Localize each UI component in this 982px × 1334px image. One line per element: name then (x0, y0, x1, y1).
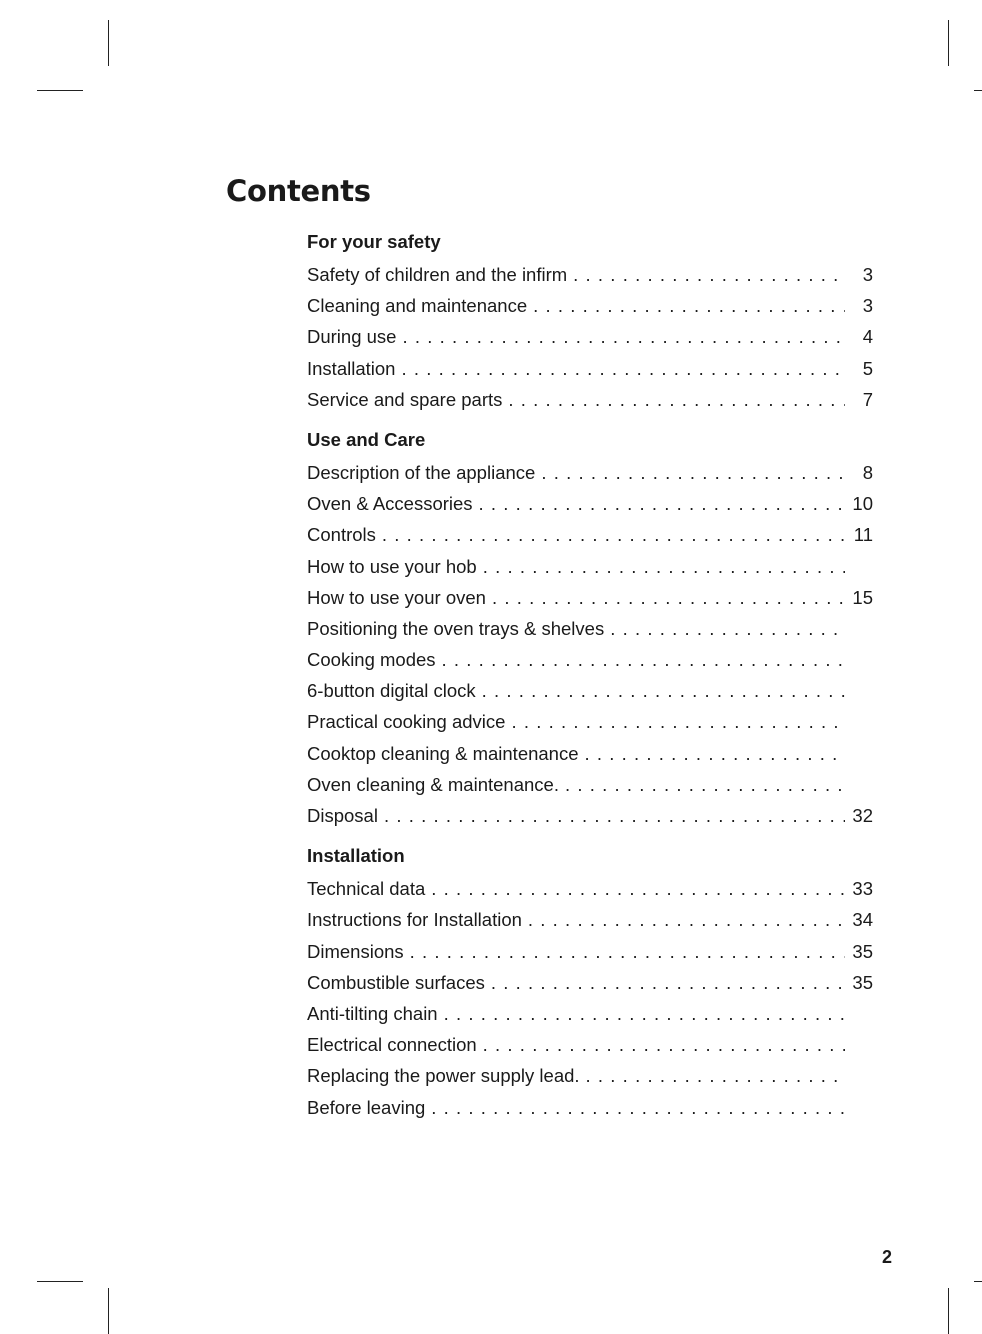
toc-entry-page: 4 (862, 326, 873, 348)
toc-entry-page: 32 (852, 805, 873, 826)
toc-entry[interactable] (307, 967, 873, 998)
dot-leader (384, 800, 845, 831)
toc-entry[interactable] (307, 738, 873, 769)
toc-entry-label: During use (307, 326, 397, 348)
toc-entry-label: Description of the appliance (307, 461, 536, 483)
toc-entry-label: Controls (307, 524, 376, 546)
toc-entry-label: 6-button digital clock (307, 680, 476, 702)
crop-mark-bottom-left-horizontal (37, 1281, 83, 1282)
dot-leader (402, 321, 845, 352)
toc-section (307, 426, 873, 831)
toc-entry-label: Safety of children and the infirm (307, 264, 568, 285)
toc-entry-page: 7 (862, 388, 873, 410)
dot-leader (401, 353, 845, 384)
section-heading: Use and Care (307, 428, 426, 450)
crop-mark-bottom-left-vertical (108, 1288, 109, 1334)
toc-entry-page: 8 (862, 461, 873, 483)
toc-entry-label: Cooking modes (307, 649, 436, 671)
dot-leader (492, 582, 845, 613)
toc-entry[interactable] (307, 551, 873, 582)
dot-leader (565, 769, 845, 800)
toc-entry[interactable] (307, 1060, 873, 1091)
dot-leader (482, 675, 845, 706)
toc-entry-label: Replacing the power supply lead. (307, 1065, 580, 1087)
toc-entry-label: Disposal (307, 805, 378, 826)
toc-entry[interactable] (307, 613, 873, 644)
toc-entry[interactable] (307, 1029, 873, 1060)
toc-entry-label: Cooktop cleaning & maintenance (307, 742, 579, 764)
section-heading: For your safety (307, 231, 441, 252)
toc-entry-page: 3 (862, 264, 873, 285)
dot-leader (586, 1060, 845, 1091)
toc-entry-label: Positioning the oven trays & shelves (307, 617, 605, 639)
toc-entry[interactable] (307, 384, 873, 415)
toc-entry-label: Dimensions (307, 940, 404, 962)
page-number: 2 (882, 1247, 893, 1267)
dot-leader (479, 488, 845, 519)
toc-entry[interactable] (307, 904, 873, 935)
toc-entry-page: 10 (852, 493, 873, 515)
toc-entry-label: Service and spare parts (307, 388, 503, 410)
toc-entry[interactable] (307, 1092, 873, 1123)
toc-entry[interactable] (307, 582, 873, 613)
toc-entry-page: 3 (862, 295, 873, 317)
toc-entry-label: How to use your hob (307, 555, 477, 577)
toc-entry-page: 5 (862, 357, 873, 379)
toc-entry-label: Electrical connection (307, 1034, 477, 1056)
toc-entry[interactable] (307, 457, 873, 488)
toc-entry-label: Instructions for Installation (307, 909, 522, 931)
toc-entry-label: Practical cooking advice (307, 711, 506, 733)
toc-entry[interactable] (307, 675, 873, 706)
page-title: Contents (226, 174, 371, 208)
toc-entry[interactable] (307, 706, 873, 737)
toc-entry-label: Cleaning and maintenance (307, 295, 528, 317)
toc-section (307, 842, 873, 1123)
toc-entry[interactable] (307, 321, 873, 352)
toc-entry[interactable] (307, 800, 873, 831)
crop-mark-bottom-right-horizontal (974, 1281, 982, 1282)
dot-leader (431, 1092, 845, 1123)
toc-entry-label: Technical data (307, 878, 426, 900)
table-of-contents (307, 228, 873, 1123)
crop-mark-top-left-horizontal (37, 90, 83, 91)
toc-entry-page: 33 (852, 878, 873, 900)
dot-leader (491, 967, 845, 998)
toc-entry-label: Oven & Accessories (307, 493, 473, 515)
dot-leader (541, 457, 845, 488)
toc-entry-page: 35 (852, 971, 873, 993)
crop-mark-top-right-horizontal (974, 90, 982, 91)
toc-entry[interactable] (307, 998, 873, 1029)
toc-entry-label: Oven cleaning & maintenance. (307, 773, 559, 795)
toc-entry-page: 15 (852, 586, 873, 608)
dot-leader (585, 738, 845, 769)
dot-leader (444, 998, 845, 1029)
dot-leader (431, 873, 845, 904)
dot-leader (442, 644, 845, 675)
dot-leader (533, 290, 845, 321)
toc-entry[interactable] (307, 353, 873, 384)
crop-mark-bottom-right-vertical (948, 1288, 949, 1334)
toc-entry[interactable] (307, 259, 873, 290)
toc-entry-label: Before leaving (307, 1096, 426, 1118)
dot-leader (483, 1029, 845, 1060)
dot-leader (528, 904, 845, 935)
toc-entry[interactable] (307, 488, 873, 519)
toc-entry-label: How to use your oven (307, 586, 486, 608)
toc-entry[interactable] (307, 936, 873, 967)
dot-leader (410, 936, 845, 967)
toc-entry[interactable] (307, 644, 873, 675)
dot-leader (508, 384, 845, 415)
toc-entry[interactable] (307, 290, 873, 321)
section-heading: Installation (307, 845, 405, 867)
toc-entry[interactable] (307, 873, 873, 904)
toc-entry-label: Installation (307, 357, 396, 379)
toc-entry-page: 34 (852, 909, 873, 931)
toc-entry-label: Combustible surfaces (307, 971, 485, 993)
crop-mark-top-right-vertical (948, 20, 949, 66)
toc-entry-page: 35 (852, 940, 873, 962)
toc-entry-label: Anti-tilting chain (307, 1002, 438, 1024)
dot-leader (573, 259, 845, 290)
toc-entry[interactable] (307, 519, 873, 550)
toc-entry[interactable] (307, 769, 873, 800)
crop-mark-top-left-vertical (108, 20, 109, 66)
dot-leader (511, 706, 845, 737)
toc-entry-page: 11 (853, 524, 873, 546)
dot-leader (483, 551, 845, 582)
dot-leader (382, 519, 845, 550)
toc-section (307, 228, 873, 415)
dot-leader (610, 613, 845, 644)
